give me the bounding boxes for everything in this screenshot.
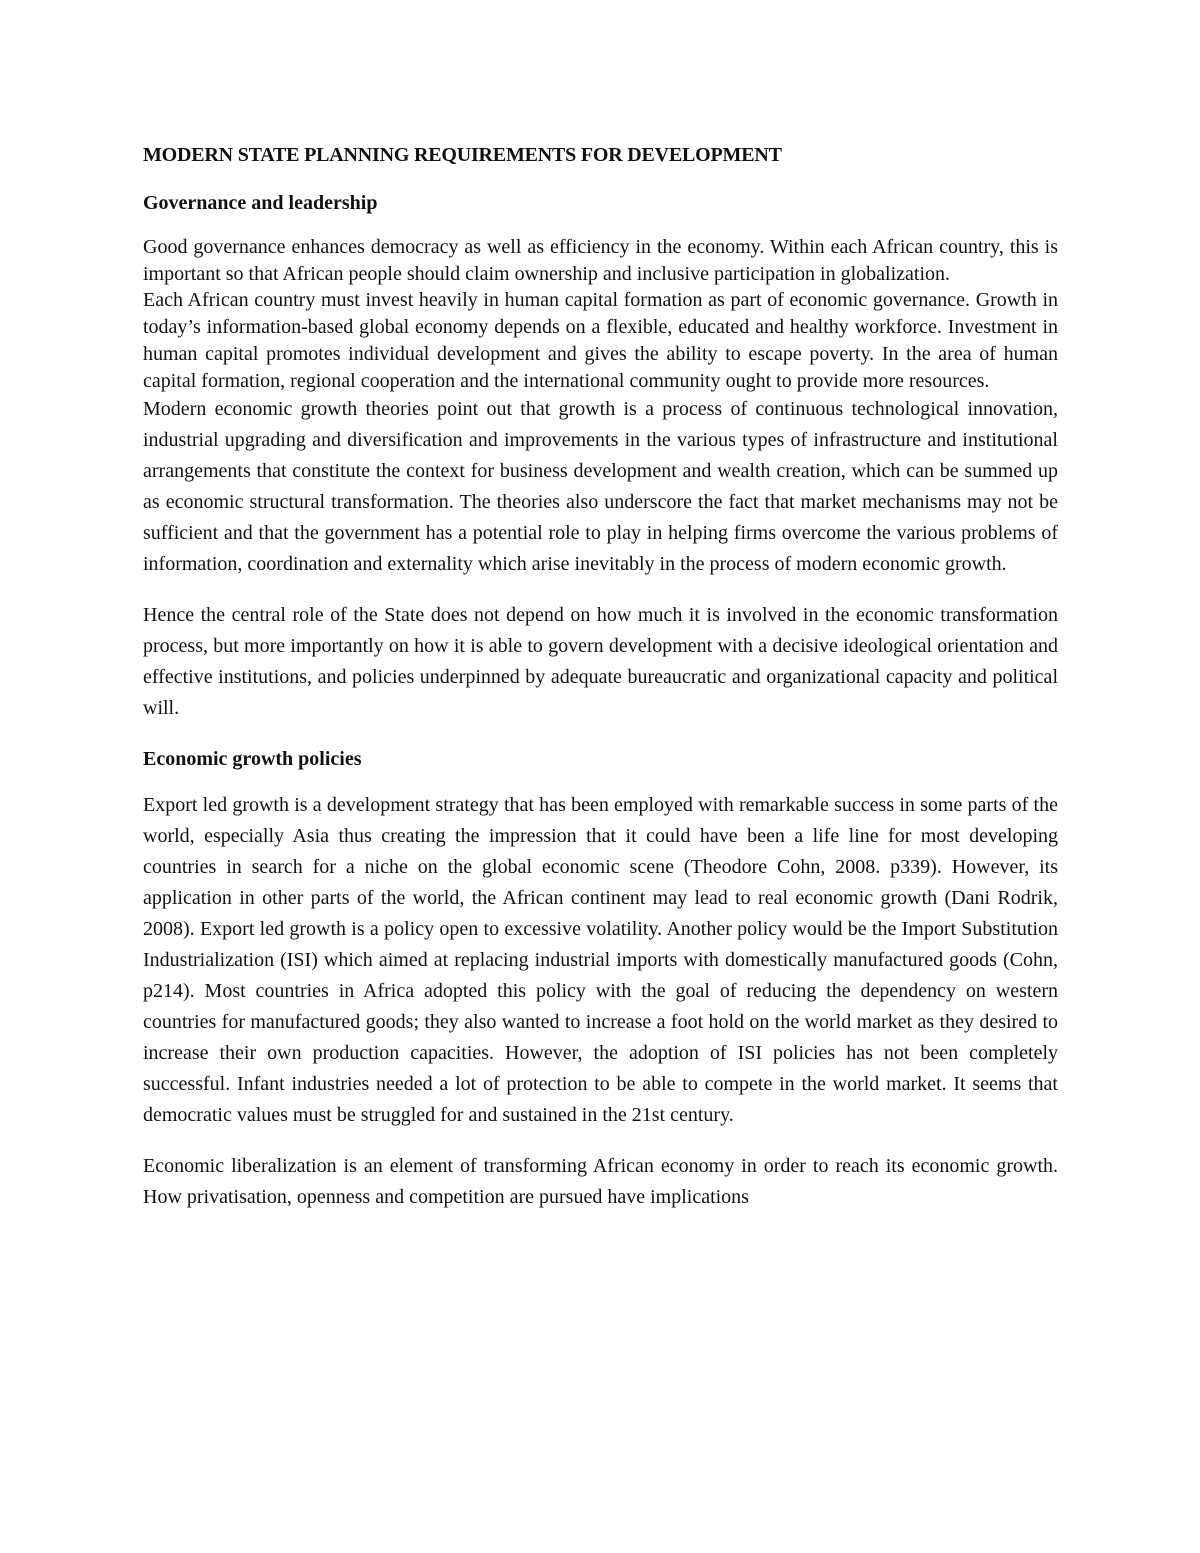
paragraph: Export led growth is a development strategy that has been employed with remarkable success in some parts of the world, especially Asia thus creating the impression that it could have been a life line for most developing countries in search for a niche on the global economic scene (Theodore Cohn, 2008. p339). However, its application in other parts of the world, the African continent may lead to real economic growth (Dani Rodrik, 2008). Export led growth is a policy open to excessive volatility. Another policy would be the Import Substitution Industrialization (ISI) which aimed at replacing industrial imports with domestically manufactured goods (Cohn, p214). Most countries in Africa adopted this policy with the goal of reducing the dependency on western countries for manufactured goods; they also wanted to increase a foot hold on the world market as they desired to increase their own production capacities. However, the adoption of ISI policies has not been completely successful. Infant industries needed a lot of protection to be able to compete in the world market. It seems that democratic values must be struggled for and sustained in the 21st century. [143, 794, 1058, 1127]
paragraph: Modern economic growth theories point out that growth is a process of continuous technological innovation, industrial upgrading and diversification and improvements in the various types of infrastructure and institutional arrangements that constitute the context for business development and wealth creation, which can be summed up as economic structural transformation. The theories also underscore the fact that market mechanisms may not be sufficient and that the government has a potential role to play in helping firms overcome the various problems of information, coordination and externality which arise inevitably in the process of modern economic growth. [143, 398, 1058, 576]
paragraph: Good governance enhances democracy as well as efficiency in the economy. Within each African country, this is important so that African people should claim ownership and inclusive participation in globalization. [143, 236, 1058, 285]
section-heading-governance: Governance and leadership [143, 192, 378, 214]
paragraph: Each African country must invest heavily in human capital formation as part of economic governance. Growth in today’s information-based global economy depends on a flexible, educated and healthy workforce. Investment in human capital promotes individual development and gives the ability to escape poverty. In the area of human capital formation, regional cooperation and the international community ought to provide more resources. [143, 289, 1058, 392]
document-page [143, 140, 1058, 1213]
paragraph: Economic liberalization is an element of transforming African economy in order to reach its economic growth. How privatisation, openness and competition are pursued have implications [143, 1155, 1058, 1209]
section-heading-economic-growth: Economic growth policies [143, 748, 362, 771]
paragraph: Hence the central role of the State does not depend on how much it is involved in the economic transformation process, but more importantly on how it is able to govern development with a decisive ideological orientation and effective institutions, and policies underpinned by adequate bureaucratic and organizational capacity and political will. [143, 604, 1058, 720]
document-title: MODERN STATE PLANNING REQUIREMENTS FOR DEVELOPMENT [143, 144, 782, 166]
